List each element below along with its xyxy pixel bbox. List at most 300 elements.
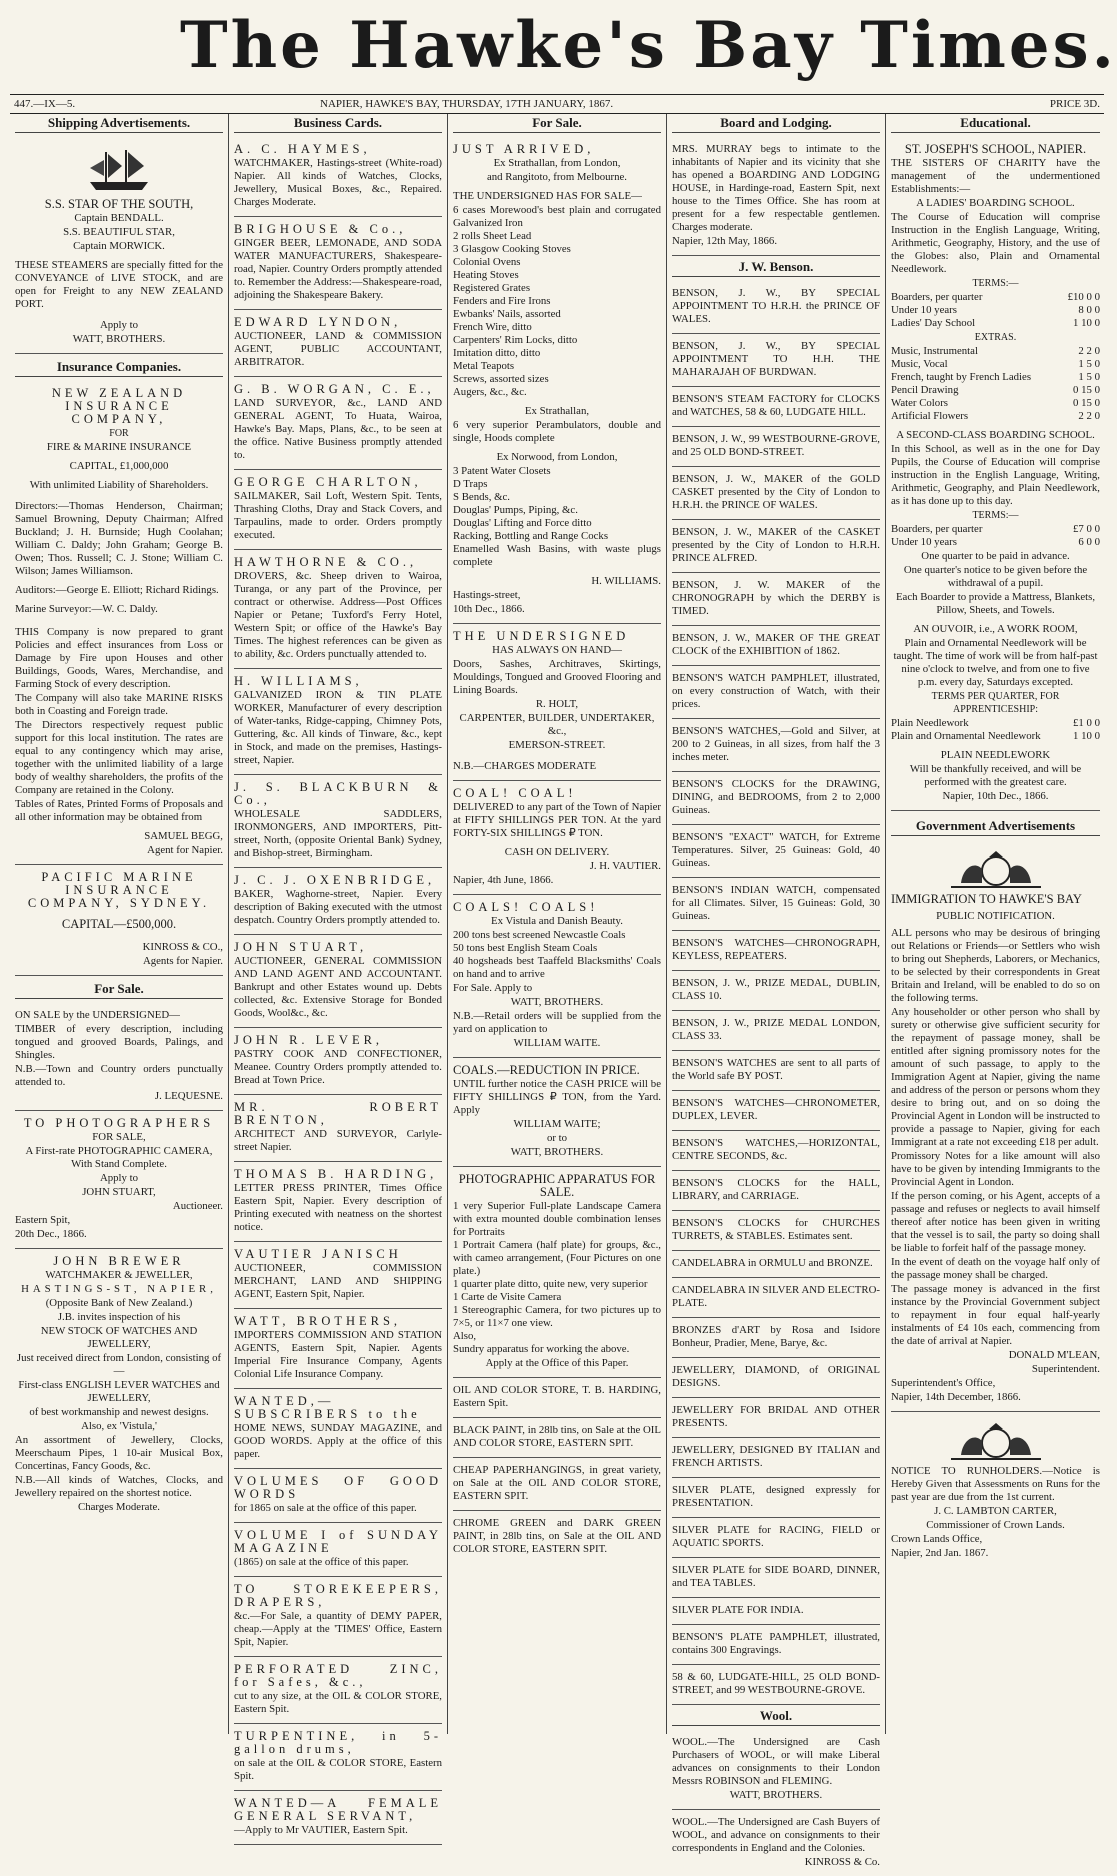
holt-signature-3: EMERSON-STREET. — [508, 739, 606, 751]
arrived-list: 6 cases Morewood's best plain and corrugated Galvanized Iron 2 rolls Sheet Lead 3 Glasgow Cooking Stoves Colonial Ovens Heating Stoves Registered Grates Fenders and Fire Irons Ewbanks' Nails, assorted French Wire, ditto Carpenters' Rim Locks, ditto Imitation ditto, ditto Metal Teapots Screws, assorted sizes Augers, &c., &c. — [453, 204, 661, 398]
nz-sub: FIRE & MARINE INSURANCE — [46, 441, 192, 453]
benson-item — [672, 825, 880, 878]
business-cards-list — [234, 137, 442, 1845]
photographers-place: Eastern Spit, — [15, 1214, 71, 1226]
business-card-text: —Apply to Mr VAUTIER, Eastern Spit. — [234, 1824, 408, 1836]
business-card-text: SAILMAKER, Sail Loft, Western Spit. Tents, Thrashing Cloths, Dray and Stack Covers, and Tarpaulins, made to order. Orders promptly executed. — [234, 490, 442, 541]
business-card — [234, 1242, 442, 1309]
business-card — [234, 1724, 442, 1791]
fee-value: 1 10 0 — [1073, 730, 1100, 742]
fee-row — [891, 291, 1100, 304]
benson-item — [672, 971, 880, 1011]
nz-signature-role: Agent for Napier. — [147, 844, 223, 856]
fee-label: Under 10 years — [891, 536, 957, 548]
fee-row — [891, 717, 1100, 730]
for-sale-heading-1: For Sale. — [15, 982, 223, 999]
coal2-apply: For Sale. Apply to — [453, 982, 533, 994]
brewer-items: First-class ENGLISH LEVER WATCHES and JEWELLERY, — [18, 1379, 220, 1404]
nz-capital: CAPITAL, £1,000,000 — [69, 460, 169, 472]
benson-item-text: BENSON, J. W., BY SPECIAL APPOINTMENT TO H.R.H. the PRINCE OF WALES. — [672, 287, 880, 325]
immig-body5: In the event of death on the voyage half only of the passage money shall be charged. — [891, 1256, 1100, 1281]
school-fees — [891, 291, 1100, 330]
business-card-name: VOLUMES OF GOOD WORDS — [234, 1474, 442, 1501]
immig-sub: PUBLIC NOTIFICATION. — [936, 910, 1055, 922]
pacific-insurance-ad — [15, 865, 223, 976]
school-extras: EXTRAS. — [974, 332, 1017, 343]
runholders-signature: J. C. LAMBTON CARTER, — [934, 1505, 1057, 1517]
benson-item-text: SILVER PLATE for RACING, FIELD or AQUATIC SPORTS. — [672, 1524, 880, 1549]
oil-title: OIL AND COLOR STORE, T. B. HARDING, Eastern Spit. — [453, 1384, 661, 1409]
immigration-ad — [891, 840, 1100, 1412]
school-note2: One quarter's notice to be given before the withdrawal of a pupil. — [903, 564, 1088, 589]
business-card — [234, 310, 442, 377]
school-fees-2 — [891, 523, 1100, 549]
benson-item-text: CANDELABRA IN SILVER AND ELECTRO-PLATE. — [672, 1284, 880, 1309]
benson-item — [672, 1558, 880, 1598]
coal3-signature-2: WATT, BROTHERS. — [510, 1146, 604, 1158]
business-card-text: LAND SURVEYOR, &c., LAND AND GENERAL AGENT, To Huata, Wairoa, Hawke's Bay. Maps, Plans, &c., to be seen at the office. Native Business promptly attended to. — [234, 397, 442, 461]
benson-item — [672, 1091, 880, 1131]
business-card-name: HAWTHORNE & CO., — [234, 555, 418, 569]
benson-item — [672, 387, 880, 427]
school-date: Napier, 10th Dec., 1866. — [942, 790, 1049, 802]
benson-item — [672, 334, 880, 387]
business-card-text: WATCHMAKER, Hastings-street (White-road) Napier. All kinds of Watches, Clocks, Jewellery, Musical Boxes, &c., Repaired. Charges Moderate. — [234, 157, 442, 208]
business-card-text: GINGER BEER, LEMONADE, AND SODA WATER MANUFACTURERS, Shakespeare-road, Napier. Country Orders promptly attended to. Remember the Address:—Shakespeare-road, adjoining the Shakespeare Bakery. — [234, 237, 442, 301]
business-cards-heading: Business Cards. — [234, 116, 442, 133]
fee-row — [891, 523, 1100, 536]
business-card — [234, 775, 442, 868]
runholders-body: NOTICE TO RUNHOLDERS.—Notice is Hereby Given that Assessments on Runs for the past year are due from the 1st current. — [891, 1465, 1100, 1503]
business-card-text: AUCTIONEER, COMMISSION MERCHANT, LAND AND SHIPPING AGENT, Eastern Spit, Napier. — [234, 1262, 442, 1300]
just-arrived-ad — [453, 137, 661, 624]
fee-value: 1 5 0 — [1078, 371, 1100, 383]
benson-item-text: BENSON, J. W., MAKER of the CASKET presented by the City of London to H.R.H. PRINCE ALFRED. — [672, 526, 880, 564]
benson-item-text: CANDELABRA in ORMULU and BRONZE. — [672, 1257, 873, 1269]
columns — [10, 114, 1106, 1868]
oil-store-ad — [453, 1378, 661, 1418]
business-card — [234, 1028, 442, 1095]
business-card — [234, 935, 442, 1028]
coal1-title: COAL! COAL! — [453, 786, 577, 800]
benson-item — [672, 719, 880, 772]
arrived-ex4: Ex Norwood, from London, — [496, 451, 618, 463]
holt-sub: HAS ALWAYS ON HAND— — [492, 644, 622, 656]
benson-heading: J. W. Benson. — [672, 260, 880, 277]
nz-body1: THIS Company is now prepared to grant Policies and effect insurances from Loss or Damage by Fire upon Houses and other Buildings, Goods, Wares, Merchandise, and Farming Stock of every description. — [15, 626, 223, 690]
board-lodging-heading: Board and Lodging. — [672, 116, 880, 133]
fee-row — [891, 345, 1100, 358]
paperhangings-ad — [453, 1458, 661, 1511]
holt-nb: N.B.—CHARGES MODERATE — [453, 760, 597, 772]
fee-row — [891, 410, 1100, 423]
arrived-ex3: Ex Strathallan, — [524, 405, 590, 417]
benson-item — [672, 520, 880, 573]
photographers-signature-role: Auctioneer. — [172, 1200, 223, 1212]
benson-item-text: BENSON, J. W., 99 WESTBOURNE-GROVE, and 25 OLD BOND-STREET. — [672, 433, 880, 458]
benson-item-text: SILVER PLATE for SIDE BOARD, DINNER, and TEA TABLES. — [672, 1564, 880, 1589]
for-sale-heading-2: For Sale. — [453, 116, 661, 133]
runholders-ad — [891, 1412, 1100, 1567]
coal2-nb: N.B.—Retail orders will be supplied from the yard on application to — [453, 1010, 661, 1035]
immig-body4: If the person coming, or his Agent, accepts of a passage and refuses or neglects to avail himself thereof after notice has been given in writing that the vessel is to sail, the party so doing shall be liable to forfeit half of the passage money. — [891, 1190, 1100, 1254]
fee-label: French, taught by French Ladies — [891, 371, 1032, 383]
business-card-name: EDWARD LYNDON, — [234, 315, 402, 329]
brewer-nb: N.B.—All kinds of Watches, Clocks, and Jewellery repaired on the shortest notice. — [15, 1474, 223, 1499]
brewer-invite: J.B. invites inspection of his — [57, 1311, 181, 1323]
nz-for: FOR — [109, 428, 129, 439]
photographers-sub: FOR SALE, — [92, 1131, 146, 1143]
wool1-body: WOOL.—The Undersigned are Cash Purchasers of WOOL, or will make Liberal advances on consignments to their London Messrs ROBINSON and FLEMING. — [672, 1736, 880, 1787]
ship-line1: S.S. STAR OF THE SOUTH, — [44, 197, 194, 211]
fee-value: 6 0 0 — [1078, 536, 1100, 548]
benson-item-text: BENSON, J. W., PRIZE MEDAL, DUBLIN, CLASS 10. — [672, 977, 880, 1002]
benson-item — [672, 1131, 880, 1171]
coal3-signature: WILLIAM WAITE; — [513, 1118, 601, 1130]
benson-item-text: SILVER PLATE FOR INDIA. — [672, 1604, 804, 1616]
benson-item — [672, 1518, 880, 1558]
fee-value: 0 15 0 — [1073, 397, 1100, 409]
fee-row — [891, 304, 1100, 317]
coal3-title: COALS.—REDUCTION IN PRICE. — [453, 1063, 640, 1077]
benson-item-text: BENSON'S PLATE PAMPHLET, illustrated, contains 300 Engravings. — [672, 1631, 880, 1656]
business-card-text: PASTRY COOK AND CONFECTIONER, Meanee. Country Orders promptly attended to. Bread at Town Price. — [234, 1048, 442, 1086]
business-card — [234, 1469, 442, 1523]
coal-ad-3 — [453, 1058, 661, 1167]
arrived-title: JUST ARRIVED, — [453, 142, 595, 156]
benson-item-text: BENSON'S CLOCKS for the DRAWING, DINING, and BEDROOMS, from 2 to 2,000 Guineas. — [672, 778, 880, 816]
brewer-ad — [15, 1249, 223, 1521]
pacific-title: PACIFIC MARINE INSURANCE COMPANY, SYDNEY. — [27, 870, 211, 910]
wool-heading: Wool. — [672, 1709, 880, 1726]
benson-item — [672, 1398, 880, 1438]
immig-body3: Promissory Notes for a like amount will also have to be given by intending Immigrants to the Provincial Agent in London. — [891, 1150, 1100, 1188]
coal-ad-1 — [453, 781, 661, 895]
photographers-date: 20th Dec., 1866. — [15, 1228, 87, 1240]
business-card-name: TO STOREKEEPERS, DRAPERS, — [234, 1582, 442, 1609]
fee-value: 2 2 0 — [1078, 410, 1100, 422]
school-title: ST. JOSEPH'S SCHOOL, NAPIER. — [904, 142, 1087, 156]
arrived-intro: THE UNDERSIGNED HAS FOR SALE— — [453, 190, 642, 202]
school-plain: PLAIN NEEDLEWORK — [940, 749, 1051, 761]
nz-insurance-ad — [15, 381, 223, 865]
coal1-signature: J. H. VAUTIER. — [589, 860, 661, 872]
paper-title: CHEAP PAPERHANGINGS, in great variety, on Sale at the OIL AND COLOR STORE, EASTERN SPIT. — [453, 1464, 661, 1502]
benson-item — [672, 1478, 880, 1518]
fee-value: 2 2 0 — [1078, 345, 1100, 357]
brewer-title: JOHN BREWER — [53, 1254, 185, 1268]
arrived-ex1: Ex Strathallan, from London, — [493, 157, 621, 169]
apparatus-title: PHOTOGRAPHIC APPARATUS FOR SALE. — [458, 1172, 656, 1199]
column-1 — [10, 114, 229, 1734]
ship-line4: Captain MORWICK. — [73, 240, 165, 252]
nz-liability: With unlimited Liability of Shareholders. — [29, 479, 209, 491]
benson-item-text: BENSON'S INDIAN WATCH, compensated for all Climates. Silver, 15 Guineas: Gold, 30 Guineas. — [672, 884, 880, 922]
business-card-text: BAKER, Waghorne-street, Napier. Every description of Baking executed with the utmost despatch. Country Orders promptly attended to. — [234, 888, 442, 926]
nz-body3: The Directors respectively request public support for this local institution. The rates are equal to any contingency which may arise, together with the unlimited liability of a large body of wealthy shareholders, the profits of the Company are retained in the Colony. — [15, 719, 223, 796]
benson-item-text: BENSON'S WATCHES—CHRONOGRAPH, KEYLESS, REPEATERS. — [672, 937, 880, 962]
benson-item-text: BRONZES d'ART by Rosa and Isidore Bonheur, Pradier, Mene, Barye, &c. — [672, 1324, 880, 1349]
fee-label: Under 10 years — [891, 304, 957, 316]
benson-item-text: BENSON'S WATCHES are sent to all parts of the World safe BY POST. — [672, 1057, 880, 1082]
coal2-signature: WATT, BROTHERS. — [510, 996, 604, 1008]
brewer-received: Just received direct from London, consisting of— — [16, 1352, 222, 1377]
ship-icon — [84, 146, 154, 194]
fee-label: Music, Instrumental — [891, 345, 978, 357]
dateline: NAPIER, HAWKE'S BAY, THURSDAY, 17TH JANUARY, 1867. — [320, 98, 614, 110]
photographers-body: A First-rate PHOTOGRAPHIC CAMERA, With Stand Complete. — [25, 1145, 213, 1170]
benson-item — [672, 1011, 880, 1051]
coal2-ex: Ex Vistula and Danish Beauty. — [491, 915, 623, 927]
issue-line — [10, 94, 1104, 114]
benson-item-text: BENSON'S WATCH PAMPHLET, illustrated, on every construction of Watch, with their prices. — [672, 672, 880, 710]
business-card-name: J. S. BLACKBURN & Co., — [234, 780, 442, 807]
column-3 — [448, 114, 667, 1734]
business-card — [234, 1657, 442, 1724]
business-card-name: G. B. WORGAN, C. E., — [234, 382, 435, 396]
benson-item-text: BENSON, J. W., PRIZE MEDAL LONDON, CLASS 33. — [672, 1017, 880, 1042]
runholders-signature-role: Commissioner of Crown Lands. — [926, 1519, 1065, 1531]
black-paint-ad — [453, 1418, 661, 1458]
fee-value: £10 0 0 — [1067, 291, 1100, 303]
business-card-text: DROVERS, &c. Sheep driven to Wairoa, Turanga, or any part of the Province, per contract or otherwise. Address—Post Offices Napier or Petane; Tuxford's Ferry Hotel, Western Spit; or office of the Hawke's Bay Times. The highest references can be given as to ability, &c. Orders punctually attended to. — [234, 570, 442, 660]
royal-crest-icon-2 — [941, 1421, 1051, 1461]
price: PRICE 3D. — [1049, 98, 1100, 110]
fee-row — [891, 397, 1100, 410]
school-ad — [891, 137, 1100, 811]
benson-item — [672, 1278, 880, 1318]
benson-item — [672, 626, 880, 666]
benson-item — [672, 573, 880, 626]
immig-signature-role: Superintendent. — [1031, 1363, 1100, 1375]
fee-row — [891, 358, 1100, 371]
benson-item — [672, 427, 880, 467]
timber-title: ON SALE by the UNDERSIGNED— — [15, 1009, 180, 1021]
business-card-name: VOLUME I of SUNDAY MAGAZINE — [234, 1528, 442, 1555]
school-second-body: In this School, as well as in the one for Day Pupils, the Course of Education will comprise instruction in the English Language, Writing, Arithmetic, Geography, and Plain Needlework, as it has done up to this day. — [891, 443, 1100, 507]
benson-item-text: JEWELLERY FOR BRIDAL AND OTHER PRESENTS. — [672, 1404, 880, 1429]
educational-heading: Educational. — [891, 116, 1100, 133]
coal-ad-2 — [453, 895, 661, 1058]
business-card-name: BRIGHOUSE & Co., — [234, 222, 407, 236]
murray-body: MRS. MURRAY begs to intimate to the inhabitants of Napier and its vicinity that she has opened a BOARDING AND LODGING HOUSE, in Hardinge-road, Eastern Spit, next house to the Times Office. She has room at present for a few respectable gentlemen. Charges moderate. — [672, 143, 880, 233]
benson-item-text: BENSON'S STEAM FACTORY for CLOCKS and WATCHES, 58 & 60, LUDGATE HILL. — [672, 393, 880, 418]
fee-label: Water Colors — [891, 397, 948, 409]
chrome-title: CHROME GREEN and DARK GREEN PAINT, in 28lb tins, on Sale at the OIL AND COLOR STORE, EASTERN SPIT. — [453, 1517, 661, 1555]
benson-item — [672, 1051, 880, 1091]
column-2 — [229, 114, 448, 1836]
pacific-capital: CAPITAL—£500,000. — [61, 917, 177, 931]
timber-ad — [15, 1003, 223, 1111]
school-extra-fees — [891, 345, 1100, 423]
school-body: The Course of Education will comprise Instruction in the English Language, Writing, Arithmetic, Geography, History, and the use of the Globes: also, Plain and Ornamental Needlework. — [891, 211, 1100, 275]
benson-item — [672, 467, 880, 520]
fee-label: Ladies' Day School — [891, 317, 976, 329]
holt-signature-2: CARPENTER, BUILDER, UNDERTAKER, &c., — [459, 712, 655, 737]
fee-row — [891, 730, 1100, 743]
fee-value: £1 0 0 — [1073, 717, 1100, 729]
business-card-name: H. WILLIAMS, — [234, 674, 363, 688]
ship-line3: S.S. BEAUTIFUL STAR, — [63, 226, 175, 238]
wool-ad-1 — [672, 1730, 880, 1810]
ship-apply: Apply to — [99, 319, 139, 331]
runholders-date: Napier, 2nd Jan. 1867. — [891, 1547, 989, 1559]
benson-item-text: JEWELLERY, DIAMOND, of ORIGINAL DESIGNS. — [672, 1364, 880, 1389]
photographers-title: TO PHOTOGRAPHERS — [23, 1116, 215, 1130]
business-card — [234, 470, 442, 550]
immig-office: Superintendent's Office, — [891, 1377, 996, 1389]
brewer-opposite: (Opposite Bank of New Zealand.) — [45, 1297, 193, 1309]
wool2-signature: KINROSS & Co. — [804, 1856, 880, 1868]
nz-directors: Directors:—Thomas Henderson, Chairman; Samuel Browning, Deputy Chairman; Alfred Buckland; J. H. Burnside; Hugh Coolahan; William C. Daldy; John Graham; George B. Owen; Thos. Russell; C. J. Stone; William C. Wilson; James Williamson. — [15, 500, 223, 577]
shipping-heading: Shipping Advertisements. — [15, 116, 223, 133]
government-heading: Government Advertisements — [891, 819, 1100, 836]
business-card-name: WANTED—A FEMALE GENERAL SERVANT, — [234, 1796, 442, 1823]
benson-item-text: BENSON, J. W., BY SPECIAL APPOINTMENT TO H.H. THE MAHARAJAH OF BURDWAN. — [672, 340, 880, 378]
murray-date: Napier, 12th May, 1866. — [672, 235, 778, 247]
business-card — [234, 217, 442, 310]
column-5 — [886, 114, 1105, 1734]
immig-title: IMMIGRATION TO HAWKE'S BAY — [891, 892, 1082, 906]
school-ouvoir: AN OUVOIR, i.e., A WORK ROOM, — [913, 623, 1078, 635]
benson-item — [672, 772, 880, 825]
nz-body2: The Company will also take MARINE RISKS both in Coasting and Foreign trade. — [15, 692, 223, 717]
benson-item-text: BENSON, J. W., MAKER OF THE GREAT CLOCK of the EXHIBITION of 1862. — [672, 632, 880, 657]
arrived-signature: H. WILLIAMS. — [591, 575, 661, 587]
school-fees-3 — [891, 717, 1100, 743]
nz-signature: SAMUEL BEGG, — [144, 830, 223, 842]
business-card-name: J. C. J. OXENBRIDGE, — [234, 873, 436, 887]
holt-ad — [453, 624, 661, 781]
business-card-text: HOME NEWS, SUNDAY MAGAZINE, and GOOD WORDS. Apply at the office of this paper. — [234, 1422, 442, 1460]
coal2-title: COALS! COALS! — [453, 900, 599, 914]
benson-item — [672, 1318, 880, 1358]
coal1-date: Napier, 4th June, 1866. — [453, 874, 554, 886]
business-card-name: JOHN R. LEVER, — [234, 1033, 384, 1047]
business-card-name: MR. ROBERT BRENTON, — [234, 1100, 442, 1127]
business-card — [234, 1095, 442, 1162]
immig-body6: The passage money is advanced in the first instance by the Provincial Government subject to repayment in four equal half-yearly instalments of £4 10s each, commencing from the date of arrival at Napier. — [891, 1283, 1100, 1347]
fee-value: £7 0 0 — [1073, 523, 1100, 535]
brewer-assortment: An assortment of Jewellery, Clocks, Meerschaum Pipes, 1 10-air Musical Box, Concertinas, Fancy Goods, &c. — [15, 1434, 223, 1472]
fee-label: Plain and Ornamental Needlework — [891, 730, 1041, 742]
school-plain-body: Will be thankfully received, and will be performed with the greatest care. — [909, 763, 1082, 788]
royal-crest-icon — [941, 849, 1051, 889]
fee-value: 1 5 0 — [1078, 358, 1100, 370]
issue-number: 447.—IX—5. — [14, 98, 76, 110]
shipping-ad — [15, 137, 223, 354]
brewer-stock: NEW STOCK OF WATCHES AND JEWELLERY, — [40, 1325, 198, 1350]
business-card-name: JOHN STUART, — [234, 940, 368, 954]
school-terms-3: TERMS PER QUARTER, FOR APPRENTICESHIP: — [931, 691, 1060, 715]
benson-list — [672, 281, 880, 1705]
benson-item — [672, 1358, 880, 1398]
fee-row — [891, 536, 1100, 549]
business-card — [234, 1523, 442, 1577]
business-card — [234, 1309, 442, 1389]
benson-item-text: SILVER PLATE, designed expressly for PRESENTATION. — [672, 1484, 880, 1509]
school-sub: A LADIES' BOARDING SCHOOL. — [916, 197, 1075, 209]
benson-item-text: BENSON'S WATCHES—CHRONOMETER, DUPLEX, LEVER. — [672, 1097, 880, 1122]
fee-label: Music, Vocal — [891, 358, 948, 370]
benson-item — [672, 1171, 880, 1211]
pacific-signature-role: Agents for Napier. — [142, 955, 223, 967]
nz-body4: Tables of Rates, Printed Forms of Proposals and all other information may be obtained from — [15, 798, 223, 823]
fee-value: 0 15 0 — [1073, 384, 1100, 396]
coal1-cash: CASH ON DELIVERY. — [504, 846, 610, 858]
arrived-date: 10th Dec., 1866. — [453, 603, 525, 615]
benson-item — [672, 1625, 880, 1665]
fee-value: 1 10 0 — [1073, 317, 1100, 329]
immig-body1: ALL persons who may be desirous of bringing out Relations or Friends—or Settlers who wish to bring out Shepherds, Laborers, or Mechanics, to be selected by their correspondents in Great Britain and Ireland, will be enabled to do so on the following terms. — [891, 927, 1100, 1004]
business-card-text: cut to any size, at the OIL & COLOR STORE, Eastern Spit. — [234, 1690, 442, 1715]
business-card-name: TURPENTINE, in 5-gallon drums, — [234, 1729, 442, 1756]
school-terms: TERMS:— — [972, 278, 1019, 289]
business-card — [234, 550, 442, 669]
benson-item-text: BENSON, J. W. MAKER of the CHRONOGRAPH by which the DERBY is TIMED. — [672, 579, 880, 617]
benson-item — [672, 931, 880, 971]
business-card-text: for 1865 on sale at the office of this paper. — [234, 1502, 417, 1514]
brewer-address: HASTINGS-ST, NAPIER, — [21, 1283, 217, 1295]
benson-item-text: BENSON'S CLOCKS for CHURCHES TURRETS, & STABLES. Estimates sent. — [672, 1217, 880, 1242]
business-card — [234, 1577, 442, 1657]
business-card-text: GALVANIZED IRON & TIN PLATE WORKER, Manufacturer of every description of Water-tanks, Ridge-capping, Chimney Pots, Guttering, &c. All kinds of Tinware, &c., kept in Stock, and made on the premises, Hastings-street, Napier. — [234, 689, 442, 766]
wool-ad-2 — [672, 1810, 880, 1876]
business-card-text: ARCHITECT AND SURVEYOR, Carlyle-street Napier. — [234, 1128, 442, 1153]
benson-item-text: JEWELLERY, DESIGNED BY ITALIAN and FRENCH ARTISTS. — [672, 1444, 880, 1469]
fee-label: Plain Needlework — [891, 717, 969, 729]
benson-item — [672, 1598, 880, 1625]
business-card-text: IMPORTERS COMMISSION AND STATION AGENTS, Eastern Spit, Napier. Agents Imperial Fire Insurance Company, Agents Colonial Life Insurance Company. — [234, 1329, 442, 1380]
paint-title: BLACK PAINT, in 28lb tins, on Sale at the OIL AND COLOR STORE, EASTERN SPIT. — [453, 1424, 661, 1449]
pacific-signature: KINROSS & CO., — [142, 941, 223, 953]
insurance-heading: Insurance Companies. — [15, 360, 223, 377]
benson-item — [672, 1211, 880, 1251]
business-card-text: (1865) on sale at the office of this paper. — [234, 1556, 409, 1568]
runholders-office: Crown Lands Office, — [891, 1533, 983, 1545]
business-card-name: GEORGE CHARLTON, — [234, 475, 422, 489]
brewer-designs: of best workmanship and newest designs. — [29, 1406, 209, 1418]
business-card-text: AUCTIONEER, GENERAL COMMISSION AND LAND AGENT AND ACCOUNTANT. Bankrupt and other Estates wound up. Debts collected, &c. Extensive Storage for Bonded Goods, Wool&c., &c. — [234, 955, 442, 1019]
benson-item — [672, 1665, 880, 1705]
fee-label: Artificial Flowers — [891, 410, 969, 422]
fee-row — [891, 317, 1100, 330]
timber-note: N.B.—Town and Country orders punctually attended to. — [15, 1063, 223, 1088]
benson-item-text: BENSON'S WATCHES,—HORIZONTAL, CENTRE SECONDS, &c. — [672, 1137, 880, 1162]
business-card — [234, 1162, 442, 1242]
school-note3: Each Boarder to provide a Mattress, Blankets, Pillow, Sheets, and Towels. — [895, 591, 1096, 616]
fee-label: Pencil Drawing — [891, 384, 959, 396]
brewer-charges: Charges Moderate. — [78, 1501, 160, 1513]
ship-line2: Captain BENDALL. — [74, 212, 164, 224]
school-intro: THE SISTERS OF CHARITY have the management of the undermentioned Establishments:— — [891, 157, 1100, 195]
arrived-list3: 3 Patent Water Closets D Traps S Bends, &c. Douglas' Pumps, Piping, &c. Douglas' Lifting and Force ditto Racking, Bottling and Range Cocks Enamelled Wash Basins, with waste plugs complete — [453, 465, 661, 568]
business-card-text: on sale at the OIL & COLOR STORE, Eastern Spit. — [234, 1757, 442, 1782]
wool2-body: WOOL.—The Undersigned are Cash Buyers of WOOL, and advance on consignments to their correspondents in England and the Colonies. — [672, 1816, 880, 1854]
business-card-name: VAUTIER JANISCH — [234, 1247, 402, 1261]
arrived-place: Hastings-street, — [453, 589, 521, 601]
business-card — [234, 669, 442, 775]
ship-body: THESE STEAMERS are specially fitted for the CONVEYANCE of LIVE STOCK, and are open for Freight to any NEW ZEALAND PORT. — [15, 259, 223, 310]
coal3-body: UNTIL further notice the CASH PRICE will be FIFTY SHILLINGS ₽ TON, from the Yard. Apply — [453, 1078, 661, 1116]
fee-value: 8 0 0 — [1078, 304, 1100, 316]
murray-ad — [672, 137, 880, 256]
fee-label: Boarders, per quarter — [891, 291, 983, 303]
business-card-text: &c.—For Sale, a quantity of DEMY PAPER, cheap.—Apply at the 'TIMES' Office, Eastern Spit, Napier. — [234, 1610, 442, 1648]
business-card-text: LETTER PRESS PRINTER, Times Office Eastern Spit, Napier. Every description of Printing executed with neatness on the shortest notice. — [234, 1182, 442, 1233]
timber-signature: J. LEQUESNE. — [154, 1090, 223, 1102]
coal2-signature-2: WILLIAM WAITE. — [513, 1037, 601, 1049]
